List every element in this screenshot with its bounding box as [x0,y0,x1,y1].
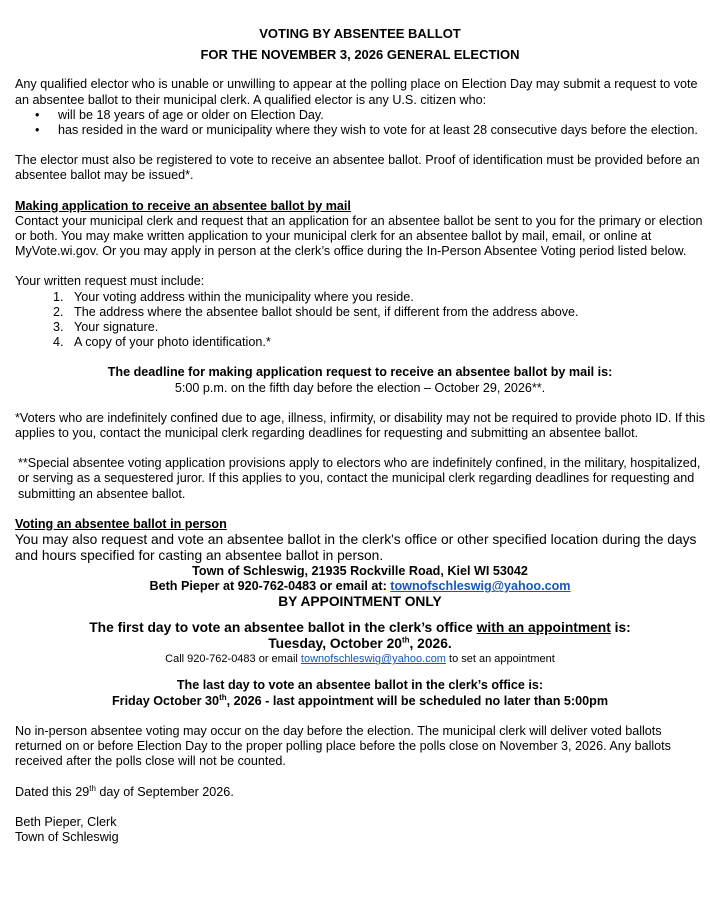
document-title: VOTING BY ABSENTEE BALLOT [259,26,461,41]
requirements-list [15,290,705,351]
appointment-notice: BY APPOINTMENT ONLY [278,594,442,610]
mail-deadline-value: 5:00 p.m. on the fifth day before the election – October 29, 2026**. [174,380,546,395]
registration-paragraph: The elector must also be registered to vote to receive an absentee ballot. Proof of identification must be provided before an absentee ballot may be issued*. [15,153,700,183]
last-day-label: The last day to vote an absentee ballot in the clerk’s office is: [176,678,544,693]
list-item: 1. Your voting address within the municipality where you reside. [53,289,414,304]
list-item: 4. A copy of your photo identification.* [53,335,271,350]
list-item: 2. The address where the absentee ballot should be sent, if different from the address above. [53,304,579,319]
document-page [15,26,705,845]
clerk-contact: Beth Pieper at 920-762-0483 or email at: townofschleswig@yahoo.com [149,579,571,594]
list-item: • will be 18 years of age or older on Election Day. [35,107,324,122]
last-day-date: Friday October 30th, 2026 - last appointment will be scheduled no later than 5:00pm [111,692,609,708]
bullet-icon: • [35,107,40,122]
bullet-icon: • [35,123,40,138]
mail-section-heading: Making application to receive an absentee ballot by mail [15,198,351,213]
footnote-double-asterisk: **Special absentee voting application provisions apply to electors who are indefinitely confined, in the military, hospitalized, or serving as a sequestered juror. If this applies to you, contact the municipal clerk regarding deadlines for requesting and submitting an absentee ballot. [18,456,701,501]
appointment-instructions: Call 920-762-0483 or email townofschleswig@yahoo.com to set an appointment [165,653,555,666]
mail-deadline-label: The deadline for making application request to receive an absentee ballot by mail is: [107,365,613,380]
list-item: • has resided in the ward or municipality where they wish to vote for at least 28 consecutive days before the election. [35,123,698,138]
intro-paragraph: Any qualified elector who is unable or unwilling to appear at the polling place on Election Day may submit a request to vote an absentee ballot to their municipal clerk. A qualified elector is any U.S. citizen who: [15,77,698,107]
in-person-section-heading: Voting an absentee ballot in person [15,516,227,531]
closing-paragraph: No in-person absentee voting may occur on the day before the election. The municipal clerk will deliver voted ballots returned on or before Election Day to the proper polling place before the polls close on November 3, 2026. Any ballots received after the polls close will not be counted. [15,723,671,769]
clerk-email-link[interactable]: townofschleswig@yahoo.com [390,579,571,594]
signer-name: Beth Pieper, Clerk [15,814,117,829]
dated-line: Dated this 29th day of September 2026. [15,783,234,799]
document-subtitle: FOR THE NOVEMBER 3, 2026 GENERAL ELECTION [200,47,520,63]
appointment-email-link[interactable]: townofschleswig@yahoo.com [300,653,446,666]
eligibility-list [15,108,705,138]
clerk-address: Town of Schleswig, 21935 Rockville Road, Kiel WI 53042 [192,564,528,579]
requirements-intro: Your written request must include: [15,274,205,289]
first-day-label: The first day to vote an absentee ballot in the clerk’s office with an appointment is: [89,620,631,636]
in-person-section-body: You may also request and vote an absentee ballot in the clerk's office or other specified location during the days and hours specified for casting an absentee ballot in person. [15,532,697,564]
signer-organization: Town of Schleswig [15,829,119,844]
list-item: 3. Your signature. [53,320,159,335]
first-day-date: Tuesday, October 20th, 2026. [268,635,452,652]
mail-section-body: Contact your municipal clerk and request that an application for an absentee ballot be sent to you for the primary or election or both. You may make written application to your municipal clerk for an absentee ballot by mail, email, or online at MyVote.wi.gov. Or you may apply in person at the clerk’s office during the In-Person Absentee Voting period listed below. [15,213,703,259]
footnote-single-asterisk: *Voters who are indefinitely confined due to age, illness, infirmity, or disability may not be required to provide photo ID. If this applies to you, contact the municipal clerk regarding deadlines for requesting and submitting an absentee ballot. [15,410,705,441]
